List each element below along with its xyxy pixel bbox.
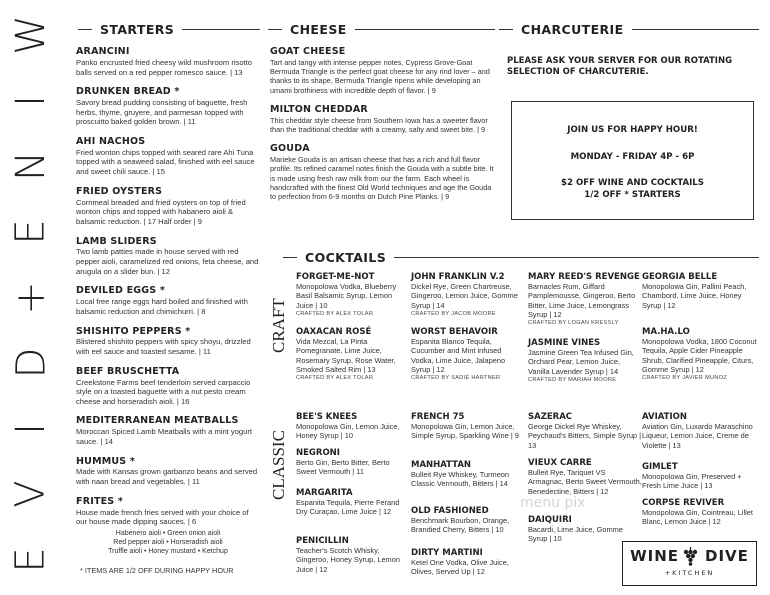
cocktail-credit: CRAFTED BY SADIE HARTNER xyxy=(411,375,501,382)
item-description: Cornmeal breaded and fried oysters on top of fried wonton chips and topped with habanero aioli & balsamic reduction. | 17 Half order | 9 xyxy=(76,197,246,226)
charcuterie-title: CHARCUTERIE xyxy=(521,22,624,37)
cocktail-description: Espanita Tequila, Pierre Ferand Dry Curaçao, Lime Juice | 12 xyxy=(296,498,400,517)
cocktail-description: Ketel One Vodka, Olive Juice, Olives, Served Up | 12 xyxy=(411,558,509,577)
starter-item xyxy=(76,366,260,407)
aioli-line: Truffle aioli • Honey mustard • Ketchup xyxy=(108,548,228,556)
craft-label: CRAFT xyxy=(269,298,288,353)
starter-item xyxy=(76,136,260,177)
happy-hour-title: JOIN US FOR HAPPY HOUR! xyxy=(567,125,698,135)
item-description: Blistered shishito peppers with spicy shoyu, drizzled with eel sauce and toasted sesame. | 11 xyxy=(76,337,251,357)
cocktail-item xyxy=(528,412,642,450)
header-rule xyxy=(394,257,759,258)
charcuterie-note: PLEASE ASK YOUR SERVER FOR OUR ROTATING SELECTION OF CHARCUTERIE. xyxy=(507,56,733,78)
cocktail-name: VIEUX CARRE xyxy=(528,458,592,468)
brand-letter: E xyxy=(8,219,54,245)
cocktail-item xyxy=(411,272,525,317)
cheese-item xyxy=(270,104,498,134)
item-name: GOAT CHEESE xyxy=(270,46,346,57)
cocktail-name: MA.HA.LO xyxy=(642,327,690,337)
cocktail-description: Monopolowa Vodka, 1800 Coconut Tequila, Apple Cider Pineapple Shrub, Clarified Pineapple, Citurs, Gomme Syrup | 12 xyxy=(642,337,757,374)
cocktail-item xyxy=(642,498,760,527)
cocktail-description: Teacher's Scotch Whisky, Gingeroo, Honey Syrup, Lemon Juice | 12 xyxy=(296,546,400,574)
item-name: FRITES * xyxy=(76,495,124,507)
cocktail-item xyxy=(528,338,642,383)
brand-letter: I xyxy=(7,422,54,435)
cocktail-item xyxy=(411,506,525,535)
cocktail-item xyxy=(296,272,410,317)
cocktail-description: Monopolowa Gin, Cointreau, Lillet Blanc, Lemon Juice | 12 xyxy=(642,508,753,527)
cocktail-credit: CRAFTED BY MARIAH MOORE xyxy=(528,376,617,383)
cheese-item xyxy=(270,46,498,95)
brand-letter: N xyxy=(7,151,54,182)
brand-letter: D xyxy=(8,347,54,379)
cheese-header xyxy=(268,22,495,37)
cocktail-description: Bulleit Rye, Tariquet VS Armagnac, Berto Sweet Vermouth, Benedectine, Bitters | 12 xyxy=(528,468,642,496)
cocktail-name: JASMINE VINES xyxy=(528,338,601,348)
item-name: MEDITERRANEAN MEATBALLS xyxy=(76,415,239,427)
aioli-options xyxy=(76,529,260,556)
item-description: Local free range eggs hard boiled and finished with balsamic reduction and chimichurri. | 8 xyxy=(76,297,248,316)
cocktail-item xyxy=(296,448,410,477)
item-description: Marieke Gouda is an artisan cheese that has a rich and full flavor profile. Its refined caramel notes finish the Gouda with a subtle bite. It is made using fresh raw milk from our the farm. Each wheel is handcrafted with the finest Old World techniques and age the Gouda to perfection from 6-9 months on Dutch Pine Planks. | 9 xyxy=(270,155,494,202)
starters-list xyxy=(76,46,260,556)
starters-title: STARTERS xyxy=(100,22,175,37)
brand-letter: + xyxy=(7,280,54,315)
starter-item xyxy=(76,415,260,446)
brand-letter: V xyxy=(8,480,54,509)
happy-hour-footnote: * ITEMS ARE 1/2 OFF DURING HAPPY HOUR xyxy=(80,566,234,575)
cocktail-item xyxy=(411,460,525,489)
header-rule xyxy=(283,257,297,258)
cocktail-description: Berto Gin, Berto Bitter, Berto Sweet Vermouth | 11 xyxy=(296,458,390,477)
cocktails-title: COCKTAILS xyxy=(305,250,387,265)
starter-item xyxy=(76,496,260,527)
brand-letter: W xyxy=(8,15,54,55)
cocktail-description: George Dickel Rye Whiskey, Peychaud's Bitters, Simple Syrup | 13 xyxy=(528,422,642,450)
cocktail-name: WORST BEHAVOIR xyxy=(411,327,498,337)
cocktail-description: Monopolowa Vodka, Blueberry Basil Balsamic Syrup, Lemon Juice | 10 xyxy=(296,282,397,310)
cocktail-item xyxy=(296,536,410,574)
cocktail-item xyxy=(528,515,642,544)
item-description: Panko encrusted fried cheesy wild mushroom risotto balls served on a red pepper romesco sauce. | 13 xyxy=(76,57,253,77)
happy-hour-times: MONDAY - FRIDAY 4P - 6P xyxy=(570,152,695,162)
brand-letter: E xyxy=(8,547,54,573)
cocktail-credit: CRAFTED BY ALEX TOLAR xyxy=(296,375,374,382)
cocktail-item xyxy=(296,327,410,381)
logo-subtitle: +KITCHEN xyxy=(664,569,715,577)
cocktail-name: MANHATTAN xyxy=(411,460,472,470)
cocktail-description: Bulleit Rye Whiskey, Turmeon Classic Vermouth, Bitters | 14 xyxy=(411,470,510,489)
item-description: House made french fries served with your choice of our house made dipping sauces. | 6 xyxy=(76,507,249,527)
cocktail-description: Dickel Rye, Green Chartreuse, Gingeroo, Lemon Juice, Gomme Syrup | 14 xyxy=(411,282,518,310)
item-name: AHI NACHOS xyxy=(76,135,146,147)
cocktail-description: Barnacles Rum, Giffard Pamplemousse, Gingeroo, Berto Bitter, Lime Juice, Lemongrass Syrup | 12 xyxy=(528,282,636,319)
item-name: SHISHITO PEPPERS * xyxy=(76,325,191,337)
item-name: DEVILED EGGS * xyxy=(76,285,166,297)
item-description: Creekstone Farms beef tenderloin served carpaccio style on a toasted baguette with a nut pesto cream cheese and horseradish aioli. | 16 xyxy=(76,377,251,406)
starter-item xyxy=(76,186,260,227)
cocktail-name: OLD FASHIONED xyxy=(411,506,489,516)
cocktail-name: OAXACAN ROSÉ xyxy=(296,327,372,337)
item-description: Moroccan Spiced Lamb Meatballs with a mint yogurt sauce. | 14 xyxy=(76,427,253,446)
item-name: FRIED OYSTERS xyxy=(76,185,163,197)
cocktail-name: GIMLET xyxy=(642,462,678,472)
happy-hour-box xyxy=(511,101,754,220)
item-name: MILTON CHEDDAR xyxy=(270,103,368,115)
starters-header xyxy=(78,22,260,37)
cocktail-item xyxy=(642,412,760,450)
header-rule xyxy=(355,29,495,30)
item-description: Fried wonton chips topped with seared rare Ahi Tuna topped with a seaweed salad, finished with eel sauce and sweet chili sauce. | 15 xyxy=(76,147,255,177)
cocktail-description: Espanita Blanco Tequila, Cucumber and Mint infused Vodka, Lime Juice, Jalapeno Syrup | 12 xyxy=(411,337,506,374)
cocktail-item xyxy=(528,458,642,496)
cocktail-name: MARGARITA xyxy=(296,488,353,498)
cocktail-item xyxy=(411,327,525,381)
brand-letter: I xyxy=(7,94,54,107)
item-name: LAMB SLIDERS xyxy=(76,235,157,247)
starter-item xyxy=(76,285,260,316)
cocktail-description: Aviation Gin, Luxardo Maraschino Liqueur, Lemon Juice, Creme de Violette | 13 xyxy=(642,422,753,450)
logo-word-right: DIVE xyxy=(705,547,749,565)
cocktail-item xyxy=(411,548,525,577)
cocktail-description: Monopolowa Gin, Lemon Juice, Honey Syrup | 10 xyxy=(296,422,400,441)
grape-icon xyxy=(683,547,698,567)
header-rule xyxy=(268,29,282,30)
item-description: Made with Kansas grown garbanzo beans and served with naan bread and vegetables. | 11 xyxy=(76,467,258,487)
cocktail-name: PENICILLIN xyxy=(296,536,349,546)
cheese-title: CHEESE xyxy=(290,22,347,37)
cocktail-name: DIRTY MARTINI xyxy=(411,548,483,558)
cocktail-name: AVIATION xyxy=(642,412,687,422)
item-description: Tart and tangy with intense pepper notes, Cypress Grove-Goat Bermuda Triangle is the perfect goat cheese for any rind lover – and thanks to its shape, Bermuda Triangle ripens while developing an umami brothiness with incredible depth of flavor. | 9 xyxy=(270,57,490,95)
item-name: BEEF BRUSCHETTA xyxy=(76,365,180,377)
wine-dive-logo xyxy=(622,541,757,586)
cocktail-item xyxy=(642,327,760,381)
cocktail-item xyxy=(642,462,760,491)
cocktail-name: NEGRONI xyxy=(296,448,340,458)
cocktail-name: GEORGIA BELLE xyxy=(642,272,718,282)
happy-hour-offer: 1/2 OFF * STARTERS xyxy=(584,190,681,200)
cocktail-item xyxy=(296,488,410,517)
watermark: menu pix xyxy=(520,495,586,511)
cocktail-description: Benchmark Bourbon, Orange, Brandied Cherry, Bitters | 10 xyxy=(411,516,510,535)
item-name: HUMMUS * xyxy=(76,455,136,467)
cheese-list xyxy=(270,46,498,211)
cocktail-credit: CRAFTED BY JAVIER MUNOZ xyxy=(642,375,728,382)
cocktail-description: Vida Mezcal, La Pinta Pomegranate, Lime Juice, Rosemary Syrup, Rose Water, Smoked Salted Rim | 13 xyxy=(296,337,396,374)
cocktail-description: Monopolowa Gin, Lemon Juice, Simple Syrup, Sparkling Wine | 9 xyxy=(411,422,519,441)
item-name: ARANCINI xyxy=(76,46,130,57)
starter-item xyxy=(76,456,260,487)
cocktail-credit: CRAFTED BY ALEX TOLAR xyxy=(296,310,374,317)
cocktail-description: Bacardi, Lime Juice, Gomme Syrup | 10 xyxy=(528,525,623,544)
cocktail-name: SAZERAC xyxy=(528,412,573,422)
aioli-line: Red pepper aioli • Horseradish aioli xyxy=(113,539,223,547)
cocktail-item xyxy=(296,412,410,441)
cheese-item xyxy=(270,143,498,201)
happy-hour-offer: $2 OFF WINE AND COCKTAILS xyxy=(561,178,704,188)
charcuterie-header xyxy=(499,22,759,37)
cocktail-description: Monopolowa Gin, Pallini Peach, Chambord, Lime Juice, Honey Syrup | 12 xyxy=(642,282,747,310)
cocktail-credit: CRAFTED BY LOGAN KRESSLY xyxy=(528,320,619,327)
cocktail-credit: CRAFTED BY JACOB MOORE xyxy=(411,310,496,317)
header-rule xyxy=(182,29,260,30)
cocktail-name: DAIQUIRI xyxy=(528,515,572,525)
cocktail-description: Monopolowa Gin, Preserved + Fresh Lime Juice | 13 xyxy=(642,472,742,491)
item-description: This cheddar style cheese from Southern Iowa has a sweeter flavor than the traditional cheddar with a creamy, salty and sweet bite. | 9 xyxy=(270,115,488,135)
aioli-line: Habenero aioli • Green onion aioli xyxy=(115,529,221,537)
item-name: GOUDA xyxy=(270,143,310,155)
cocktail-name: CORPSE REVIVER xyxy=(642,498,725,508)
cocktail-name: FORGET-ME-NOT xyxy=(296,272,375,282)
starter-item xyxy=(76,46,260,77)
header-rule xyxy=(499,29,513,30)
item-description: Savory bread pudding consisting of baguette, fresh herbs, thyme, gruyere, and parmesan topped with proscuitto baked golden brown. | 11 xyxy=(76,98,248,127)
cocktail-name: JOHN FRANKLIN V.2 xyxy=(411,272,505,282)
item-name: DRUNKEN BREAD * xyxy=(76,86,180,98)
cocktail-item xyxy=(411,412,525,441)
cocktail-name: MARY REED'S REVENGE xyxy=(528,272,640,282)
starter-item xyxy=(76,326,260,357)
header-rule xyxy=(78,29,92,30)
cocktail-description: Jasmine Green Tea Infused Gin, Orchard Pear, Lemon Juice, Vanilla Lavender Syrup | 14 xyxy=(528,348,634,376)
cocktail-item xyxy=(642,272,760,310)
cocktail-name: BEE'S KNEES xyxy=(296,412,358,422)
logo-word-left: WINE xyxy=(630,547,680,565)
classic-label: CLASSIC xyxy=(269,430,288,500)
cocktails-header xyxy=(283,250,759,265)
cocktail-name: FRENCH 75 xyxy=(411,412,465,422)
item-description: Two lamb patties made in house served with red pepper aioli, caramelized red onions, feta cheese, and arugula on a slider bun. | 12 xyxy=(76,247,259,276)
cocktail-item xyxy=(528,272,642,326)
header-rule xyxy=(632,29,759,30)
starter-item xyxy=(76,236,260,277)
starter-item xyxy=(76,86,260,127)
vertical-brand-wordmark xyxy=(8,15,54,580)
